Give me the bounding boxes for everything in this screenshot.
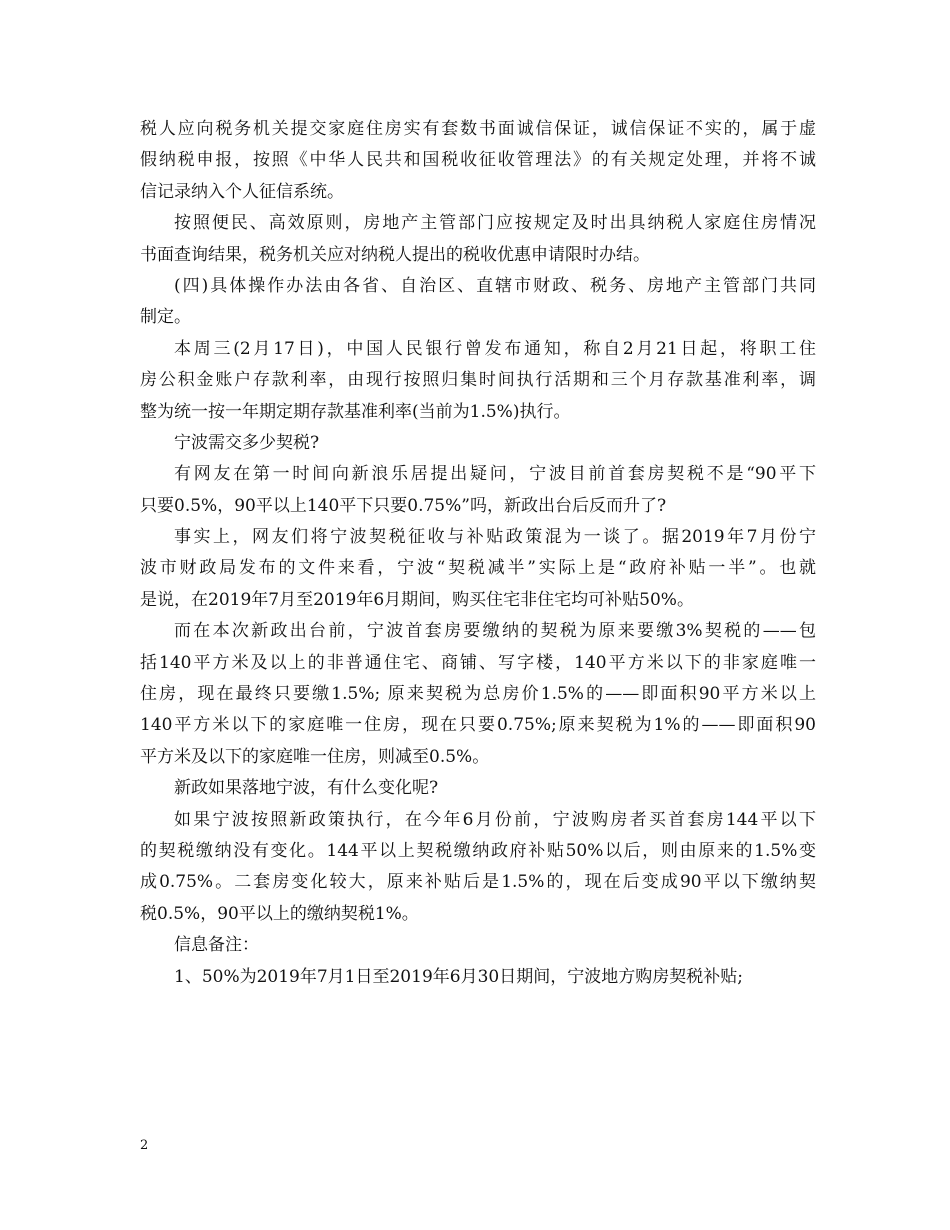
body-line-25: 成0.75%。二套房变化较大，原来补贴后是1.5%的，现在后变成90平以下缴纳契 bbox=[140, 872, 816, 893]
page-number: 2 bbox=[140, 1138, 149, 1153]
body-line-24: 的契税缴纳没有变化。144平以上契税缴纳政府补贴50%以后，则由原来的1.5%变 bbox=[140, 840, 816, 861]
body-line-3: 信记录纳入个人征信系统。 bbox=[140, 181, 344, 202]
body-line-12: 有网友在第一时间向新浪乐居提出疑问，宁波目前首套房契税不是“90平下 bbox=[174, 464, 816, 485]
body-line-19: 住房，现在最终只要缴1.5%; 原来契税为总房价1.5%的——即面积90平方米以上 bbox=[140, 684, 816, 705]
body-line-17: 而在本次新政出台前，宁波首套房要缴纳的契税为原来要缴3%契税的——包 bbox=[174, 621, 816, 642]
section-heading-contract-tax: 宁波需交多少契税? bbox=[174, 432, 320, 453]
body-line-9: 房公积金账户存款利率，由现行按照归集时间执行活期和三个月存款基准利率，调 bbox=[140, 370, 816, 391]
body-line-4: 按照便民、高效原则，房地产主管部门应按规定及时出具纳税人家庭住房情况 bbox=[174, 213, 816, 234]
body-line-5: 书面查询结果，税务机关应对纳税人提出的税收优惠申请限时办结。 bbox=[140, 244, 650, 265]
body-line-21: 平方米及以下的家庭唯一住房，则减至0.5%。 bbox=[140, 746, 490, 767]
body-line-23: 如果宁波按照新政策执行，在今年6月份前，宁波购房者买首套房144平以下 bbox=[174, 809, 816, 830]
body-line-15: 波市财政局发布的文件来看，宁波“契税减半”实际上是“政府补贴一半”。也就 bbox=[140, 558, 816, 579]
body-line-13: 只要0.5%，90平以上140平下只要0.75%”吗，新政出台后反而升了? bbox=[140, 495, 667, 516]
document-body bbox=[140, 114, 816, 993]
body-line-6: (四)具体操作办法由各省、自治区、直辖市财政、税务、房地产主管部门共同 bbox=[174, 275, 816, 296]
body-line-10: 整为统一按一年期定期存款基准利率(当前为1.5%)执行。 bbox=[140, 401, 571, 422]
note-item-1: 1、50%为2019年7月1日至2019年6月30日期间，宁波地方购房契税补贴; bbox=[174, 966, 743, 987]
body-line-26: 税0.5%，90平以上的缴纳契税1%。 bbox=[140, 903, 419, 924]
section-heading-new-policy: 新政如果落地宁波，有什么变化呢? bbox=[174, 778, 439, 799]
body-line-14: 事实上，网友们将宁波契税征收与补贴政策混为一谈了。据2019年7月份宁 bbox=[174, 527, 816, 548]
body-line-18: 括140平方米及以上的非普通住宅、商铺、写字楼，140平方米以下的非家庭唯一 bbox=[140, 652, 816, 673]
body-line-20: 140平方米以下的家庭唯一住房，现在只要0.75%;原来契税为1%的——即面积90 bbox=[140, 715, 816, 736]
body-line-2: 假纳税申报，按照《中华人民共和国税收征收管理法》的有关规定处理，并将不诚 bbox=[140, 150, 816, 171]
body-line-16: 是说，在2019年7月至2019年6月期间，购买住宅非住宅均可补贴50%。 bbox=[140, 589, 694, 610]
section-heading-notes: 信息备注： bbox=[174, 935, 259, 956]
body-line-7: 制定。 bbox=[140, 307, 191, 328]
body-line-8: 本周三(2月17日)，中国人民银行曾发布通知，称自2月21日起，将职工住 bbox=[174, 338, 816, 359]
body-line-1: 税人应向税务机关提交家庭住房实有套数书面诚信保证，诚信保证不实的，属于虚 bbox=[140, 119, 816, 139]
